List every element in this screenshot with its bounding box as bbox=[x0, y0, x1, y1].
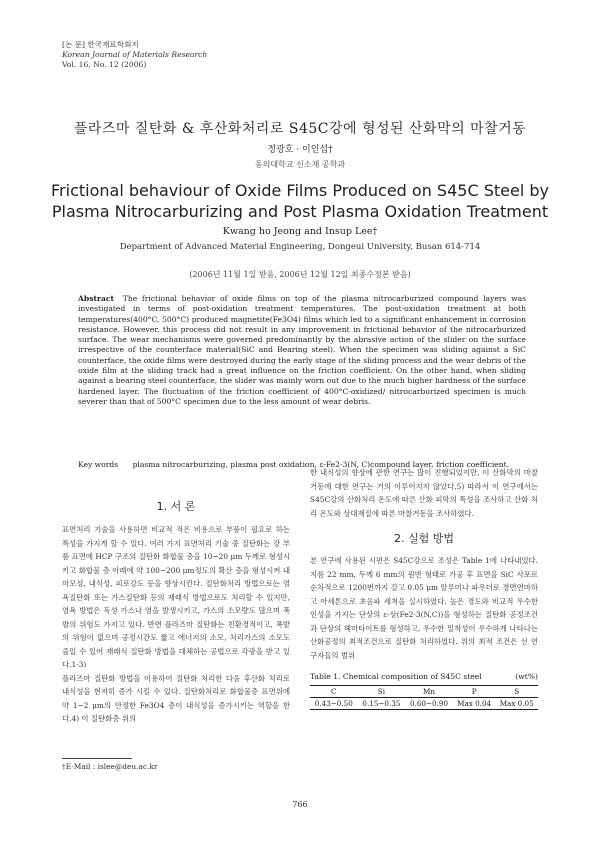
left-column bbox=[62, 498, 290, 726]
table-cell: Max 0.05 bbox=[499, 699, 534, 708]
page-number: 766 bbox=[292, 800, 308, 809]
authors-english: Kwang ho Jeong and Insup Lee† bbox=[222, 226, 378, 237]
table-header-row bbox=[310, 686, 538, 698]
introduction-continued: 한 내식성의 향상에 관한 연구는 많이 진행되었지만, 이 산화막의 마찰거동에 대한 연구는 거의 이루어지지 않았다.5) 따라서 이 연구에서는 S45C강의 산화처리 온도에 따른 산화 피막의 특성을 조사하고 산화 처리 온도와 상대재질에 따른 마찰거동을 조사하였다. bbox=[310, 468, 538, 518]
table-header-cell: P bbox=[471, 687, 477, 696]
abstract-text: The frictional behavior of oxide films on top of the plasma nitrocarburized compound layers was investigated in terms of post-oxidation treatment temperatures. The post-oxidation treatment at both temperatures(400°C, 500°C) produced magnetite(Fe3O4) films which led to a significant enhancement in corrosion resistance. However, this process did not result in any improvement in frictional behavior of the nitrocarburized surface. The wear mechanisms were governed predominantly by the abrasive action of the slider on the surface irrespective of the counterface material(SiC and Bearing steel). When the specimen was sliding against a SiC counterface, the oxide films were destroyed during the early stage of the sliding process and the wear debris of the oxide film at the sliding track had a great influence on the friction coefficient. On the other hand, when sliding against a bearing steel counterface, the slider was mainly worn out due to the much higher hardness of the surface hardened layer. The fluctuation of the friction coefficient of 400°C-oxidized/ nitrocarburized specimen is much severer than that of 500°C specimen due to the less amount of wear debris. bbox=[78, 294, 526, 406]
table-header-cell: C bbox=[331, 687, 337, 696]
title-english-line2: Plasma Nitrocarburizing and Post Plasma Oxidation Treatment bbox=[51, 202, 549, 221]
composition-table bbox=[310, 685, 538, 710]
section-heading-introduction: 1. 서 론 bbox=[156, 500, 196, 513]
table-cell: 0.60~0.90 bbox=[410, 699, 449, 708]
table-header-cell: S bbox=[514, 687, 520, 696]
received-dates: (2006년 11월 1일 받음, 2006년 12월 12일 최종수정본 받음) bbox=[189, 270, 411, 279]
keywords-label: Key words bbox=[78, 460, 119, 469]
table-header-cell: Mn bbox=[423, 687, 436, 696]
footnote-email: †E-Mail : islee@deu.ac.kr bbox=[62, 762, 158, 771]
table-unit: (wt%) bbox=[515, 672, 538, 681]
section-heading-methods: 2. 실험 방법 bbox=[394, 532, 454, 545]
affiliation-korean: 동의대학교 신소재 공학과 bbox=[254, 160, 346, 169]
right-column bbox=[310, 466, 538, 710]
table-cell: Max 0.04 bbox=[457, 699, 492, 708]
introduction-paragraph-2: 플라즈마 질탄화 방법을 이용하여 질탄화 처리한 다음 후산화 처리로 내식성을 현저히 증가 시킬 수 있다. 질탄화처리로 화합물층 표면위에 약 1~2 μm의 안정한 Fe3O4 층이 내식성을 증가시키는 역할을 한다.4) 이 질탄화층 위의 bbox=[62, 673, 290, 723]
footnote-divider bbox=[62, 758, 132, 759]
methods-paragraph: 본 연구에 사용된 시편은 S45C강으로 조성은 Table 1에 나타내었다. 지름 22 mm, 두께 6 mm의 원반 형태로 가공 후 표면을 SiC 사포로 순차적으로 1200번까지 갈고 0.05 μm 알루미나 파우더로 경면연마하고 아세톤으로 초음파 세척을 실시하였다. 높은 경도와 비교적 우수한 인성을 가지는 단상의 ε-상(Fe2-3(N,C))을 형성하는 질탄화 공정조건과 단상의 헤마타이트를 형성하고, 우수한 밀착성이 우수하게 나타나는 산화공정의 최적조건으로 질탄화 처리하였다. 위의 최적 조건은 선 연구자들의 범위 bbox=[310, 556, 538, 660]
table-header-cell: Si bbox=[377, 687, 386, 696]
abstract-label: Abstract bbox=[78, 294, 115, 303]
table-row bbox=[310, 698, 538, 710]
authors-korean: 정광호 · 이인섭† bbox=[267, 145, 333, 155]
abstract bbox=[78, 294, 526, 407]
table-caption-text: Table 1. Chemical composition of S45C steel bbox=[310, 672, 482, 681]
journal-name-korean: [논 문] 한국재료학회지 bbox=[62, 40, 139, 49]
introduction-paragraph-1: 표면처리 기술을 사용하면 비교적 적은 비용으로 부품이 필요로 하는 특성을 가지게 할 수 있다. 여러 가지 표면처리 기술 중 질탄화는 강 부품 표면에 HCP 구조의 질탄화 화합물 층을 10~20 μm 두께로 형성시키고 화합물 층 아래에 약 100~200 μm정도의 확산 층을 형성시켜 내마모성, 내식성, 피로강도 등을 향상시킨다. 질탄화처리 방법으로는 염욕질탄화 또는 가스질탄화 등의 재래식 방법으로도 처리할 수 있지만, 염욕 방법은 독성 가스나 염을 발생시키고, 가스의 소모량도 많으며 폭발의 위험도 가지고 있다. 반면 플라즈마 질탄화는 친환경적이고, 폭발의 위험이 없으며 공정시간도 짧고 에너지의 소모, 처리가스의 소모도 줄일 수 있어 재래식 질탄화 방법을 대체하는 공법으로 각광을 받고 있다.1-3) bbox=[62, 525, 290, 669]
title-english bbox=[40, 180, 560, 222]
keywords-text: plasma nitrocarburizing, plasma post oxidation, ε-Fe2-3(N, C)compound layer, friction coefficient. bbox=[132, 460, 510, 469]
journal-volume: Vol. 16, No. 12 (2006) bbox=[62, 60, 147, 69]
journal-header bbox=[62, 40, 207, 70]
table-cell: 0.15~0.35 bbox=[362, 699, 401, 708]
title-english-line1: Frictional behaviour of Oxide Films Produced on S45C Steel by bbox=[51, 181, 549, 200]
title-korean: 플라즈마 질탄화 & 후산화처리로 S45C강에 형성된 산화막의 마찰거동 bbox=[73, 121, 527, 137]
journal-name-english: Korean Journal of Materials Research bbox=[62, 50, 208, 59]
table-cell: 0.43~0.50 bbox=[314, 699, 353, 708]
affiliation-english: Department of Advanced Material Engineering, Dongeui University, Busan 614-714 bbox=[119, 242, 481, 252]
table-caption bbox=[310, 672, 538, 681]
